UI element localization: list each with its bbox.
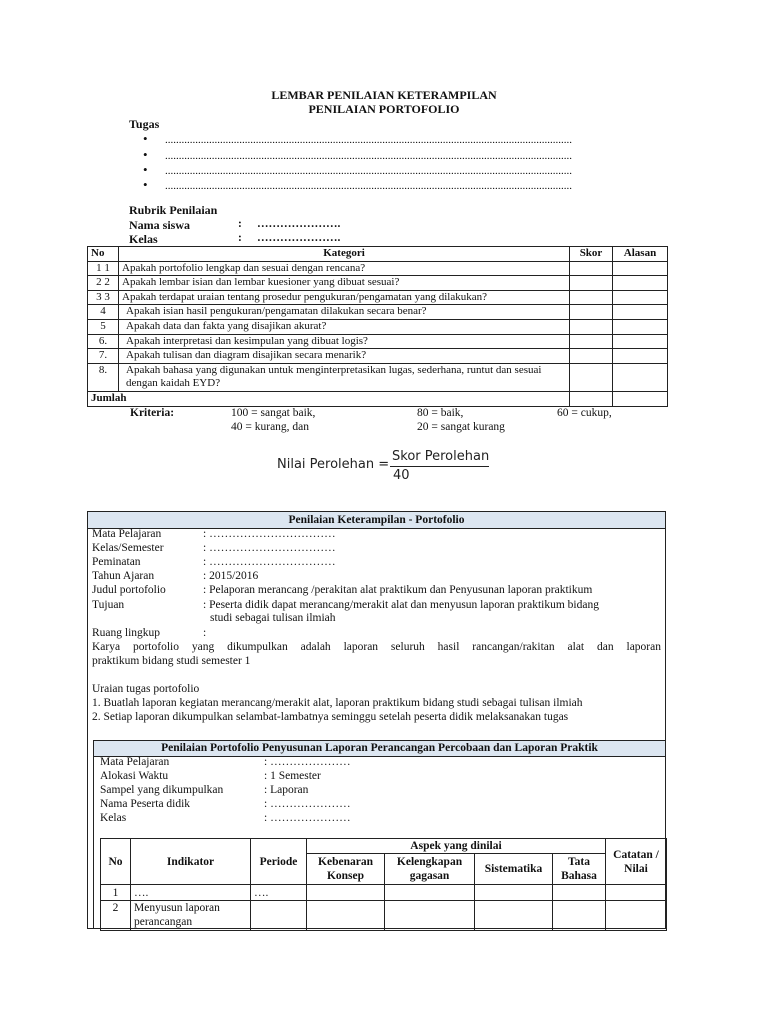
bullet-icon: • [143,177,148,192]
table-row [88,363,668,391]
row-no: 3 3 [88,290,119,305]
tujuan-continuation: studi sebagai tulisan ilmiah [210,612,336,624]
row-no: 4 [88,305,119,320]
row-alasan [613,305,668,320]
header-kelengkapan: Kelengkapan gagasan [385,854,475,885]
kelas-label: Kelas [129,232,158,246]
row-no: 8. [88,363,119,391]
row-cell [553,901,606,931]
row-skor [570,305,613,320]
header-kebenaran: Kebenaran Konsep [307,854,385,885]
row-kategori: Apakah portofolio lengkap dan sesuai dengan rencana? [119,261,570,276]
row-kategori: Apakah bahasa yang digunakan untuk menginterpretasikan lugas, sederhana, runtut dan sesuai dengan kaidah EYD? [119,363,570,391]
field-label: Tujuan [92,599,125,611]
field-value: : …………………………… [203,556,336,568]
row-alasan [613,276,668,291]
uraian-item: 1. Buatlah laporan kegiatan merancang/merakit alat, laporan praktikum bidang studi sebagai tulisan ilmiah [92,697,583,709]
rubrik-label: Rubrik Penilaian [129,203,218,217]
ruang-lingkup-value: : [203,627,207,639]
karya-text: Karya portofolio yang dikumpulkan adalah laporan seluruh hasil rancangan/rakitan alat dan laporan [92,641,661,653]
table-header-row [101,839,667,854]
header-catatan: Catatan / Nilai [606,839,667,885]
row-cell [385,885,475,901]
row-cell [307,885,385,901]
ruang-lingkup-label: Ruang lingkup [92,627,161,639]
row-no: 2 2 [88,276,119,291]
bullet-icon: • [143,147,148,162]
formula-denominator: 40 [393,468,410,483]
table-row [88,305,668,320]
karya-text-cont: praktikum bidang studi semester 1 [92,655,251,667]
inner-field-value: : ………………… [264,798,351,810]
inner-field-value: : Laporan [264,784,309,796]
row-no: 1 1 [88,261,119,276]
tugas-item: • .................................................................................................................................................... [143,131,572,146]
row-cell [385,901,475,931]
header-tata: Tata Bahasa [553,854,606,885]
inner-field-label: Nama Peserta didik [100,798,191,810]
tugas-item: • .................................................................................................................................................... [143,177,572,192]
nama-siswa-value: …………………. [257,218,341,230]
table-row [101,901,667,931]
bullet-icon: • [143,131,148,146]
page-title: LEMBAR PENILAIAN KETERAMPILAN [271,88,497,102]
tugas-item: • .................................................................................................................................................... [143,162,572,177]
row-no: 6. [88,334,119,349]
page-subtitle: PENILAIAN PORTOFOLIO [308,102,460,116]
header-no: No [88,247,119,262]
table-row [88,334,668,349]
row-cell [475,885,553,901]
row-alasan [613,290,668,305]
header-aspek: Aspek yang dinilai [307,839,606,854]
inner-field-value: : ………………… [264,812,351,824]
table-row [88,276,668,291]
table-row [88,319,668,334]
kriteria-item: 80 = baik, [417,407,464,419]
field-label: Judul portofolio [92,584,166,596]
kriteria-item: 60 = cukup, [557,407,612,419]
fraction-bar [390,466,489,467]
field-label: Kelas/Semester [92,542,164,554]
row-indikator: Menyusun laporan perancangan [131,901,251,931]
row-alasan [613,261,668,276]
jumlah-label: Jumlah [88,391,570,406]
inner-field-label: Sampel yang dikumpulkan [100,784,224,796]
row-no: 5 [88,319,119,334]
row-cell [307,901,385,931]
rubric-table [87,246,668,407]
table-row [88,261,668,276]
row-kategori: Apakah terdapat uraian tentang prosedur pengukuran/pengamatan yang dilakukan? [119,290,570,305]
inner-field-label: Alokasi Waktu [100,770,169,782]
table-row [88,349,668,364]
row-no: 1 [101,885,131,901]
row-periode [251,901,307,931]
header-skor: Skor [570,247,613,262]
row-alasan [613,349,668,364]
jumlah-alasan [613,391,668,406]
row-skor [570,334,613,349]
bullet-icon: • [143,162,148,177]
header-kategori: Kategori [119,247,570,262]
nama-siswa-colon: : [238,218,242,230]
table-row [88,290,668,305]
row-kategori: Apakah lembar isian dan lembar kuesioner yang dibuat sesuai? [119,276,570,291]
field-value: : Pelaporan merancang /perakitan alat praktikum dan Penyusunan laporan praktikum [203,584,593,596]
uraian-item: 2. Setiap laporan dikumpulkan selambat-lambatnya seminggu setelah peserta didik melaksanakan tugas [92,711,569,723]
row-indikator: …. [131,885,251,901]
header-no: No [101,839,131,885]
table-row-jumlah [88,391,668,406]
row-alasan [613,334,668,349]
row-cell [475,901,553,931]
inner-field-value: : 1 Semester [264,770,321,782]
portfolio-box-title: Penilaian Keterampilan - Portofolio [88,512,665,529]
header-indikator: Indikator [131,839,251,885]
nama-siswa-label: Nama siswa [129,218,191,232]
row-kategori: Apakah interpretasi dan kesimpulan yang dibuat logis? [119,334,570,349]
row-periode: …. [251,885,307,901]
row-skor [570,276,613,291]
row-skor [570,261,613,276]
tugas-item: • .................................................................................................................................................... [143,147,572,162]
kriteria-item: 100 = sangat baik, [231,407,316,419]
assessment-table [100,838,667,931]
header-sistematika: Sistematika [475,854,553,885]
row-no: 7. [88,349,119,364]
inner-field-value: : ………………… [264,756,351,768]
inner-box-title: Penilaian Portofolio Penyusunan Laporan Perancangan Percobaan dan Laporan Praktik [94,741,665,757]
row-cell [606,885,667,901]
row-no: 2 [101,901,131,931]
field-label: Tahun Ajaran [92,570,155,582]
row-kategori: Apakah data dan fakta yang disajikan akurat? [119,319,570,334]
row-cell [553,885,606,901]
field-value: : …………………………… [203,528,336,540]
inner-field-label: Kelas [100,812,127,824]
row-alasan [613,363,668,391]
row-skor [570,349,613,364]
row-alasan [613,319,668,334]
row-skor [570,319,613,334]
field-value: : Peserta didik dapat merancang/merakit alat dan menyusun laporan praktikum bidang [203,599,599,611]
row-skor [570,290,613,305]
jumlah-skor [570,391,613,406]
table-header-row [88,247,668,262]
row-cell [606,901,667,931]
tugas-label: Tugas [129,117,160,131]
kelas-colon: : [238,232,242,244]
row-skor [570,363,613,391]
table-row [101,885,667,901]
field-label: Mata Pelajaran [92,528,162,540]
row-kategori: Apakah tulisan dan diagram disajikan secara menarik? [119,349,570,364]
header-alasan: Alasan [613,247,668,262]
formula-lhs: Nilai Perolehan = [277,457,390,472]
row-kategori: Apakah isian hasil pengukuran/pengamatan dilakukan secara benar? [119,305,570,320]
formula-numerator: Skor Perolehan [392,449,490,464]
field-value: : 2015/2016 [203,570,259,582]
field-value: : …………………………… [203,542,336,554]
inner-field-label: Mata Pelajaran [100,756,170,768]
kelas-value: …………………. [257,232,341,244]
kriteria-item: 20 = sangat kurang [417,421,505,433]
uraian-label: Uraian tugas portofolio [92,683,200,695]
kriteria-label: Kriteria: [130,407,175,419]
kriteria-item: 40 = kurang, dan [231,421,310,433]
field-label: Peminatan [92,556,141,568]
header-periode: Periode [251,839,307,885]
